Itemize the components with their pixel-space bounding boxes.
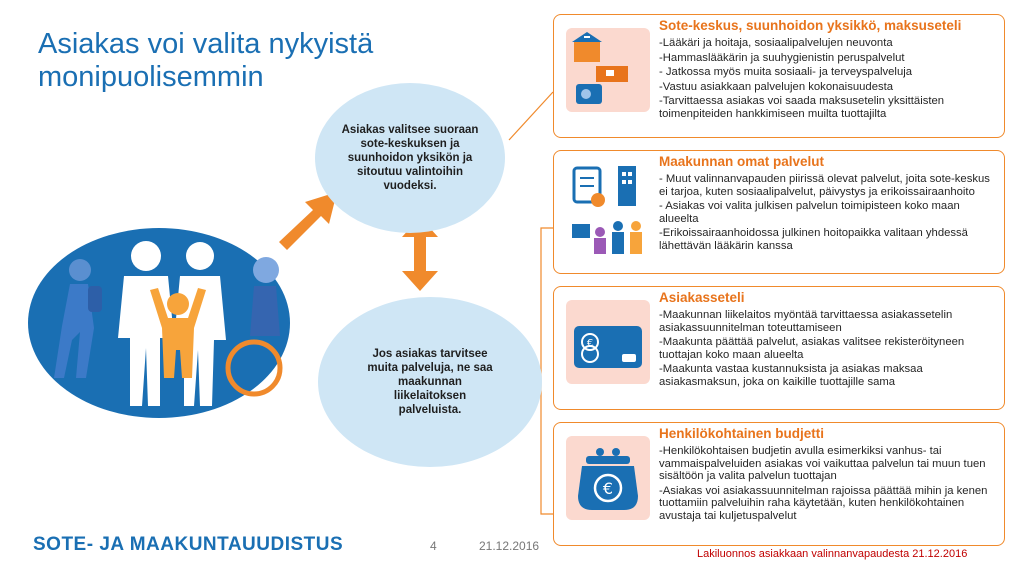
title-line-2: monipuolisemmin <box>38 61 264 93</box>
health-centre-building-icon <box>566 28 650 112</box>
card-line: -Lääkäri ja hoitaja, sosiaalipalvelujen neuvonta <box>659 37 893 49</box>
card-line: - Muut valinnanvapauden piirissä olevat palvelut, joita sote-keskus ei tarjoa, kuten sosiaalipalvelut, päivystys ja erikoissairaanhoito <box>659 173 990 198</box>
card-line: -Tarvittaessa asiakas voi saada maksusetelin yksittäisten toimenpiteiden hankkimiseen muilta tuottajilta <box>659 95 945 120</box>
brand-logo-text: SOTE- JA MAAKUNTAUUDISTUS <box>33 534 344 555</box>
card-title: Asiakasseteli <box>659 290 745 305</box>
bubble-top-line: Asiakas valitsee suoraan <box>341 124 479 136</box>
card-asiakasseteli <box>553 286 1005 410</box>
card-title: Maakunnan omat palvelut <box>659 154 825 169</box>
card-sote-keskus <box>553 14 1005 138</box>
family-icon <box>28 228 290 418</box>
card-line: -Maakunta vastaa kustannuksista ja asiakas maksaa asiakasmaksun, joka on kaikille tuottajille sama <box>659 363 923 388</box>
card-line: - Jatkossa myös muita sosiaali- ja terveyspalveluja <box>659 66 913 79</box>
bubble-top-line: suunhoidon yksikön ja <box>347 152 473 164</box>
law-note: Lakiluonnos asiakkaan valinnanvapaudesta 21.12.2016 <box>697 548 968 560</box>
bubble-direct-choice <box>315 83 505 233</box>
icon-box <box>566 436 650 520</box>
euro-card-icon <box>566 300 650 384</box>
svg-text:€: € <box>602 479 614 498</box>
bubble-bottom-line: muita palveluja, ne saa <box>367 362 493 374</box>
card-title: Sote-keskus, suunhoidon yksikkö, maksuseteli <box>659 18 962 33</box>
card-maakunnan-omat <box>553 150 1005 274</box>
bubble-bottom-line: liikelaitoksen <box>393 390 467 402</box>
bubble-top-line: vuodeksi. <box>383 180 437 192</box>
card-line: -Henkilökohtaisen budjetin avulla esimerkiksi vanhus- tai vammaispalveluiden asiakas voi vaikuttaa palvelun tai muun tuen sisältöön ja valita palvelun tuottajan <box>659 445 986 483</box>
connector-lines <box>505 80 555 520</box>
card-line: - Asiakas voi valita julkisen palvelun toimipisteen koko maan alueelta <box>659 200 960 225</box>
icon-box <box>566 28 650 112</box>
euro-purse-icon <box>566 436 650 520</box>
title-line-1: Asiakas voi valita nykyistä <box>38 28 374 60</box>
hospital-checklist-icon <box>566 164 650 264</box>
bubble-bottom-line: maakunnan <box>398 376 462 388</box>
bubble-other-services <box>318 297 542 467</box>
bubble-bottom-line: palveluista. <box>398 404 462 416</box>
card-line: -Hammaslääkärin ja suuhygienistin peruspalvelut <box>659 51 905 64</box>
bubble-bottom-line: Jos asiakas tarvitsee <box>372 348 488 360</box>
card-line: -Vastuu asiakkaan palvelujen kokonaisuudesta <box>659 80 894 93</box>
bubble-top-line: sitoutuu valintoihin <box>356 166 464 178</box>
svg-text:€: € <box>586 338 594 349</box>
card-title: Henkilökohtainen budjetti <box>659 426 825 441</box>
card-henkilokohtainen-budjetti <box>553 422 1005 546</box>
page-number: 4 <box>430 539 437 553</box>
card-line: -Asiakas voi asiakassuunnitelman rajoissa päättää mihin ja kenen tuottamiin palveluihin raha käytetään, kuten henkilökohtainen avustaja tai kuljetuspalvelut <box>659 484 988 522</box>
card-line: -Erikoissairaanhoidossa julkinen hoitopaikka valitaan yhdessä lähettävän lääkärin kanssa <box>659 227 968 252</box>
icon-box <box>566 164 650 248</box>
icon-box <box>566 300 650 384</box>
card-line: -Maakunnan liikelaitos myöntää tarvittaessa asiakassetelin asiakassuunnitelman toteuttamiseen <box>659 309 953 334</box>
bubble-top-line: sote-keskuksen ja <box>360 138 460 150</box>
card-line: -Maakunta päättää palvelut, asiakas valitsee rekisteröityneen tuottajan koko maan alueelta <box>659 336 965 361</box>
footer-date: 21.12.2016 <box>479 539 540 553</box>
